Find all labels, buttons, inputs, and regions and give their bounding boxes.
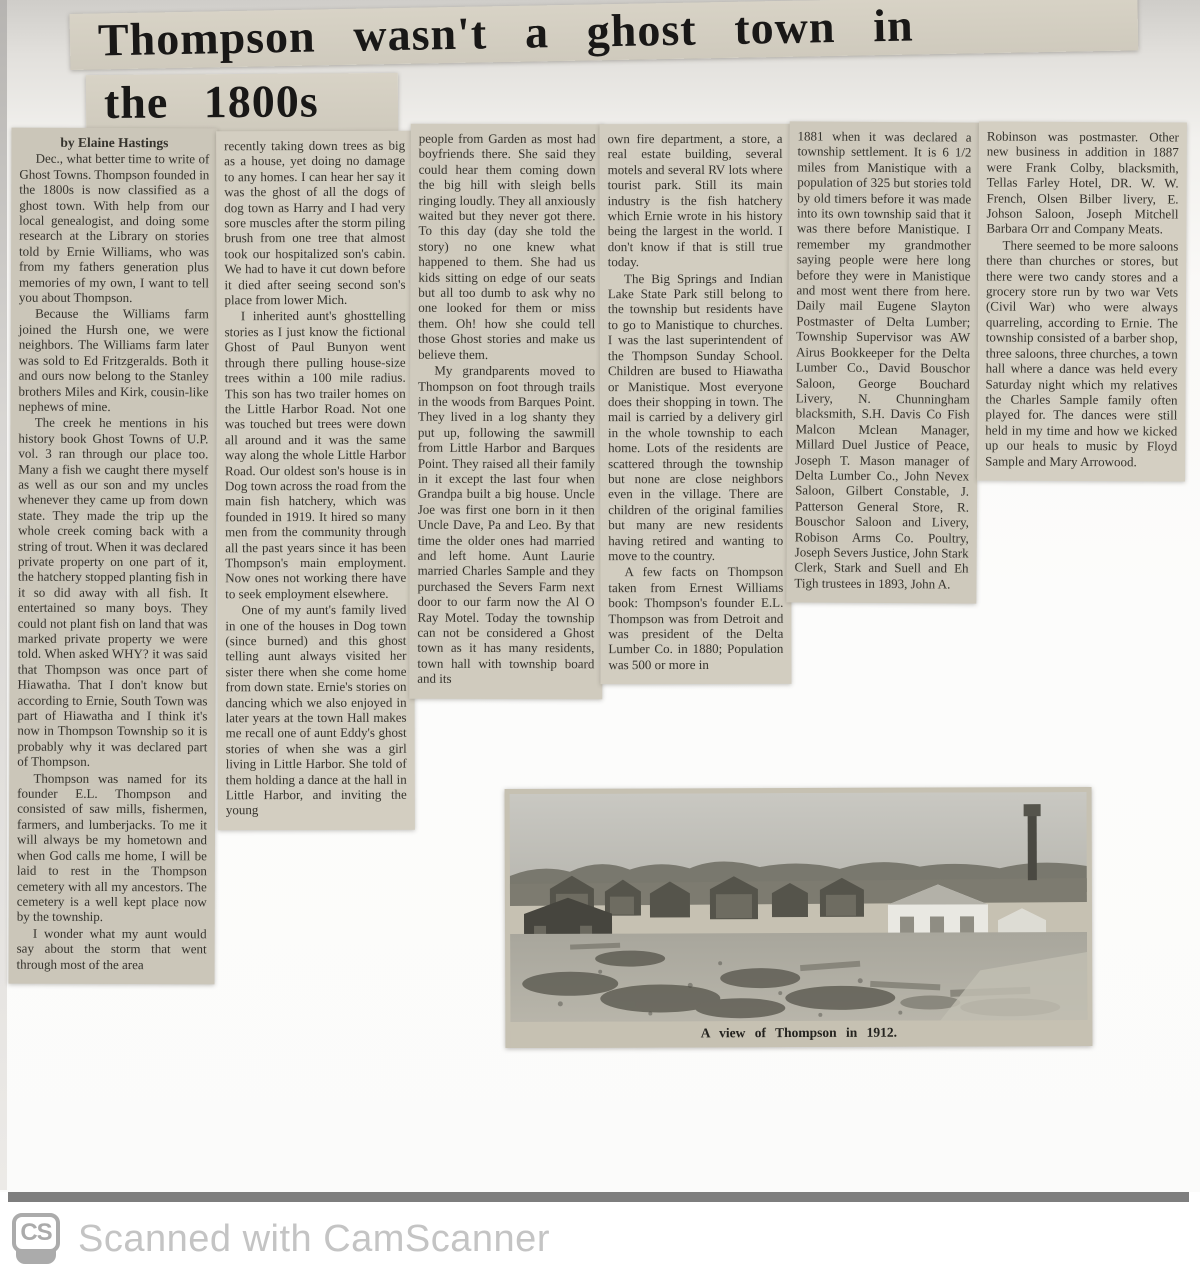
paragraph: I inherited aunt's ghosttelling stories as I just know the fictional Ghost of Paul Bunyon went through there pulling house-size trees within a 100 mile radius. This son has two trailer homes on the Little Harbor Road. Not one was touched but trees were down all around and it was the same way along the whole Little Harbor Road. Our oldest son's house is in Dog town across the road from the main fish hatchery, which was founded in 1919. It hired so many men from the community through all the past years since it has been Thompson's main employment. Now ones not working there have to seek employment elsewhere. [224,308,407,602]
article-column-3 [409,124,604,699]
paragraph: Dec., what better time to write of Ghost Towns. Thompson founded in the 1800s is now classified as a ghost town. With help from our local genealogist, and doing some research at the Library on stories told by Ernie Williams, who was from my fathers generation plus memories of my own, I want to tell you about Thompson. [18,151,210,306]
paragraph: recently taking down trees as big as a house, yet doing no damage to any homes. I can hear her say it was the ghost of all the dogs of dog town as Harry and I had very sore muscles after the storm piling brush from one tree that almost took our hospitalized son's cabin. We had to have it cut down before it died after seeing second son's place from lower Mich. [224,137,406,308]
newspaper-photo [510,792,1088,1022]
paragraph: One of my aunt's family lived in one of the houses in Dog town (since burned) and this ghost telling aunt always visited her sister there when she come home from down state. Ernie's stories on dancing which we also enjoyed in later years at the town Hall makes me recall one of aunt Eddy's ghost stories of when she was a girl living in Little Harbor. She told of them holding a dance at the hall in Little Harbor, and inviting the young [225,601,407,818]
paragraph: The creek he mentions in his history book Ghost Towns of U.P. vol. 3 ran through our place too. Many a fish we caught there myself as well as our son and my uncles whenever they came up from down state. They made the trip up the whole creek coming back with a string of trout. When it was declared private property on one part of it, the hatchery stopped planting fish in it so did away with all fish. It entertained so many boys. They could not plant fish on land that was marked private property we were told. When asked WHY? it was said that Thompson was once part of Hiawatha. That I don't know but according to Ernie, South Town was part of Hiawatha and I think it's now in Thompson Township so it is probably why it was declared part of Thompson. [17,415,209,770]
scan-edge-shading [0,0,7,1190]
paragraph: people from Garden as most had boyfriends there. She said they could hear them coming down the big hill with sleigh bells ringing loudly. They all anxiously waited but they never got there. To this day (day she told the story) no one knew what happened to them. She had us kids sitting on edge of our seats but all too dumb to ask why no one looked for them or miss them. Oh! how she could tell those Ghost stories and make us believe them. [418,130,596,362]
article-column-4 [600,124,792,685]
article-column-1 [9,128,218,985]
byline: by Elaine Hastings [60,134,169,151]
camscanner-logo-icon [12,1213,60,1265]
paragraph: 1881 when it was declared a township settlement. It is 6 1/2 miles from Manistique with a population of 325 but stories told by old timers before it was made into its own township said that it was there before Manistique. I remember my grandmother saying people were here long before they were in Manistique and most went there from here. Daily mail Eugene Slayton Postmaster of Delta Lumber; Township Supervisor was AW Airus Bookkeeper for the Delta Lumber Co., David Bouschor Saloon, George Bouchard Livery, N. Chunningham blacksmith, S.H. Davis Co Fish Malcon Mclean Manager, Millard Duel Justice of Peace, Joseph T. Mason manager of Delta Lumber Co., John Nevex Saloon, Gilbert Constable, J. Patterson General Store, R. Bouschor Saloon and Livery, Robison Arms Co. Poultry, Joseph Severs Justice, John Stark Clerk, Stark and Suell and Eh Tigh trustees in 1893, John A. [794,128,972,592]
camscanner-label: Scanned with CamScanner [78,1218,550,1260]
photo-caption: A view of Thompson in 1912. [510,1020,1087,1048]
paragraph: Robinson was postmaster. Other new business in addition in 1887 were Frank Colby, blacksmith, Tellas Farley Hotel, DR. W. W. French, Olsen Bilber livery, E. Johson Saloon, Joseph Mitchell Barbara Orr and Company Meats. [986,128,1179,237]
headline-line1: Thompson wasn't a ghost town in [69,0,1138,70]
paragraph: Thompson was named for its founder E.L. Thompson and consisted of saw mills, fishermen, farmers, and lumberjacks. To me it will always be my hometown and when God calls me home, I will be laid to rest in the Thompson cemetery with all my ancestors. The cemetery is a well kept place now by the township. [16,770,208,925]
article-column-2 [216,131,415,830]
paragraph: A few facts on Thompson taken from Ernest Williams book: Thompson's founder E.L. Thompson was from Detroit and was president of the Delta Lumber Co. in 1880; Population was 500 or more in [608,564,784,672]
camscanner-footer [0,1192,1200,1277]
paragraph: own fire department, a store, a real estate building, several motels and several RV lots where tourist park. Still its main industry is the fish hatchery which Ernie wrote in his history being the largest in the world. I don't know if that is still true today. [607,130,783,270]
camscanner-logo-letters: CS [12,1213,60,1253]
scan-edge-bar [8,1192,1189,1202]
paragraph: The Big Springs and Indian Lake State Park still belong to the township but residents have to go to Manistique to churches. I was the last superintendent of the Thompson Sunday School. Children are bused to Hiawatha or Manistique. Most everyone does their shopping in town. The mail is carried by a delivery girl in the whole township to each home. Lots of the residents are scattered through the township but none are close neighbors even in the village. There are children of the original families but many are new residents having retired and wanting to move to the country. [607,270,784,564]
paragraph: There seemed to be more saloons there than churches or stores, but there were two candy stores and a grocery store run by two war Vets (Civil War) who were always quarreling, according to Ernie. The township consisted of a barber shop, three saloons, three churches, a town hall where a dance was held every Saturday night which my relatives the Charles Sample family often played for. The dances were still held in my time and how we kicked up our heals to music by Floyd Sample and Mary Arrowood. [985,237,1179,469]
article-column-5 [786,121,979,604]
paragraph: My grandparents moved to Thompson on foot through trails in the woods from Barques Point. They lived in a log shanty they put up, following the sawmill from Little Harbor and Barques Point. They raised all their family in it except the last four when Grandpa built a big house. Uncle Joe was first one born in it then Uncle Dave, Pa and Leo. By that time the older ones had married and left home. Aunt Laurie married Charles Sample and they purchased the Severs Farm next door to our farm now the Al O Ray Motel. Today the township can not be considered a Ghost town as it has many residents, town hall with township board and its [417,362,596,687]
paragraph: Because the Williams farm joined the Hursh one, we were neighbors. The Williams farm later was sold to Ed Fritzgeralds. Both it and ours now belong to the Stanley brothers Miles and Kirk, cousin-like nephews of mine. [18,306,209,414]
paragraph: I wonder what my aunt would say about the storm that went through most of the area [16,925,207,972]
article-column-6 [977,121,1187,481]
newspaper-photo-clipping [505,787,1093,1048]
headline-line2: the 1800s [86,73,398,133]
